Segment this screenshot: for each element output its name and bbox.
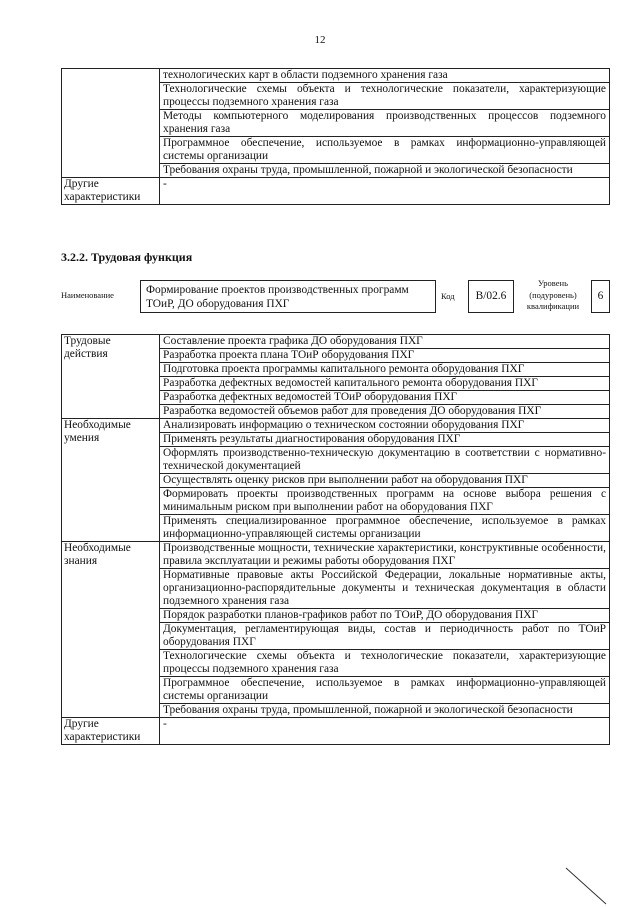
function-code-value: B/02.6 — [468, 280, 514, 313]
knowledge-item: Нормативные правовые акты Российской Федерации, локальные нормативные акты, организационно-распорядительные документы и техническая документация в области подземного хранения газа — [160, 569, 610, 609]
knowledge-item: Технологические схемы объекта и технологические показатели, характеризующие процессы подземного хранения газа — [160, 650, 610, 677]
knowledge-item: Программное обеспечение, используемое в рамках информационно-управляющей системы организации — [160, 137, 610, 164]
knowledge-item: Методы компьютерного моделирования производственных процессов подземного хранения газа — [160, 110, 610, 137]
skill-item: Оформлять производственно-техническую документацию в соответствии с нормативно-технической документацией — [160, 447, 610, 474]
labor-action-item: Составление проекта графика ДО оборудования ПХГ — [160, 335, 610, 349]
labor-action-item: Разработка дефектных ведомостей ТОиР оборудования ПХГ — [160, 391, 610, 405]
knowledge-item: Документация, регламентирующая виды, состав и периодичность работ по ТОиР оборудования ПХГ — [160, 623, 610, 650]
page-number: 12 — [314, 34, 326, 46]
function-name-value: Формирование проектов производственных программ ТОиР, ДО оборудования ПХГ — [140, 280, 436, 313]
labor-actions-label: Трудовые действия — [62, 335, 160, 419]
knowledge-item: Порядок разработки планов-графиков работ по ТОиР, ДО оборудования ПХГ — [160, 609, 610, 623]
labor-action-item: Разработка ведомостей объемов работ для проведения ДО оборудования ПХГ — [160, 405, 610, 419]
labor-action-item: Разработка проекта плана ТОиР оборудования ПХГ — [160, 349, 610, 363]
knowledge-item: Технологические схемы объекта и технологические показатели, характеризующие процессы подземного хранения газа — [160, 83, 610, 110]
knowledge-item: Программное обеспечение, используемое в рамках информационно-управляющей системы организации — [160, 677, 610, 704]
qualification-level-value: 6 — [591, 280, 610, 313]
skill-item: Осуществлять оценку рисков при выполнении работ на оборудования ПХГ — [160, 474, 610, 488]
knowledge-item: технологических карт в области подземного хранения газа — [160, 69, 610, 83]
qualification-level-label: Уровень (подуровень) квалификации — [526, 278, 580, 311]
knowledge-item: Требования охраны труда, промышленной, пожарной и экологической безопасности — [160, 164, 610, 178]
section-heading: 3.2.2. Трудовая функция — [61, 250, 193, 264]
skill-item: Применять специализированное программное обеспечение, используемое в рамках информационно-управляющей системы организации — [160, 515, 610, 542]
skill-item: Применять результаты диагностирования оборудования ПХГ — [160, 433, 610, 447]
other-characteristics-value: - — [160, 718, 610, 745]
function-name-label: Наименование — [61, 290, 114, 300]
labor-action-item: Разработка дефектных ведомостей капитального ремонта оборудования ПХГ — [160, 377, 610, 391]
skill-item: Формировать проекты производственных программ на основе выбора решения с минимальным риском при выполнении работ на оборудования ПХГ — [160, 488, 610, 515]
other-characteristics-label: Другие характеристики — [62, 178, 160, 205]
other-characteristics-label: Другие характеристики — [62, 718, 160, 745]
knowledge-item: Требования охраны труда, промышленной, пожарной и экологической безопасности — [160, 704, 610, 718]
function-code-label: Код — [441, 291, 455, 301]
labor-action-item: Подготовка проекта программы капитального ремонта оборудования ПХГ — [160, 363, 610, 377]
skill-item: Анализировать информацию о техническом состоянии оборудования ПХГ — [160, 419, 610, 433]
skills-label: Необходимые умения — [62, 419, 160, 542]
other-characteristics-value: - — [160, 178, 610, 205]
knowledge-label: Необходимые знания — [62, 542, 160, 718]
knowledge-item: Производственные мощности, технические характеристики, конструктивные особенности, правила эксплуатации и режимы работы оборудования ПХГ — [160, 542, 610, 569]
